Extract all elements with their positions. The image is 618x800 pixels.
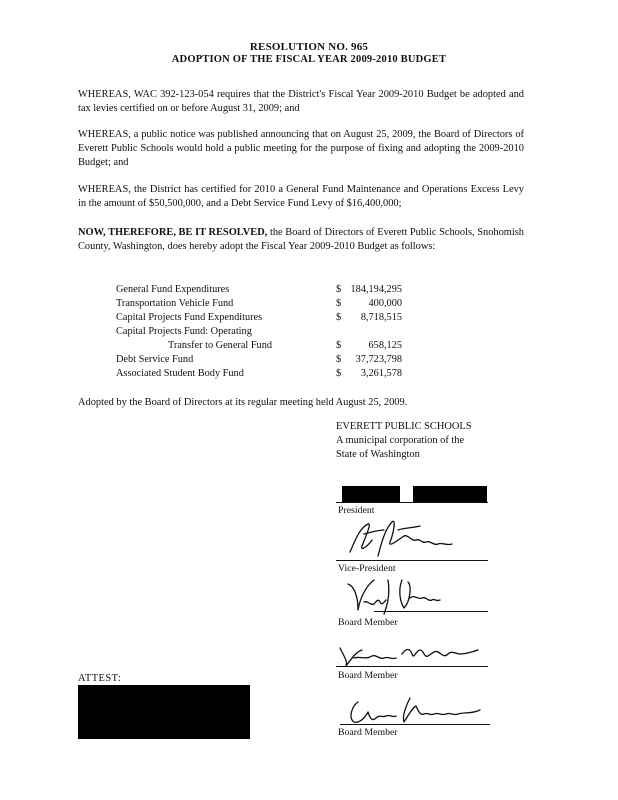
signature-line — [336, 560, 488, 561]
redacted-attest-signature — [78, 685, 250, 739]
president-label: President — [338, 505, 375, 516]
vice-president-signature — [342, 516, 472, 562]
budget-row — [116, 368, 416, 382]
resolved-paragraph — [78, 226, 524, 254]
board-member-label: Board Member — [338, 617, 398, 628]
attest-label: ATTEST: — [78, 673, 122, 684]
signature-line — [336, 502, 488, 503]
budget-value: 400,000 — [368, 298, 402, 309]
budget-dollar-sign: $ — [336, 354, 342, 365]
resolution-title: RESOLUTION NO. 965 — [249, 41, 369, 53]
budget-row — [116, 340, 416, 354]
organization-name: EVERETT PUBLIC SCHOOLS — [336, 421, 472, 432]
budget-dollar-sign: $ — [336, 340, 342, 351]
organization-line-3: State of Washington — [336, 449, 420, 460]
budget-value: 8,718,515 — [360, 312, 402, 323]
resolved-text: the Board of Directors of Everett Public Schools, Snohomish County, Washington, does hereby adopt the Fiscal Year 2009-2010 Budget as follows: — [78, 227, 524, 252]
resolved-lead: NOW, THEREFORE, BE IT RESOLVED, — [78, 227, 268, 238]
budget-label: General Fund Expenditures — [116, 284, 230, 295]
budget-row — [116, 312, 416, 326]
budget-dollar-sign: $ — [336, 312, 342, 323]
whereas-paragraph-3: WHEREAS, the District has certified for 2010 a General Fund Maintenance and Operations Excess Levy in the amount of $50,500,000, and a Debt Service Fund Levy of $16,400,000; — [78, 184, 524, 209]
vice-president-label: Vice-President — [338, 563, 396, 574]
budget-label: Transportation Vehicle Fund — [116, 298, 234, 309]
whereas-paragraph-2: WHEREAS, a public notice was published announcing that on August 25, 2009, the Board of Directors of Everett Public Schools would hold a public meeting for the purpose of fixing and adopting the 2009-2010 Budget; and — [78, 129, 524, 168]
board-member-label: Board Member — [338, 727, 398, 738]
signature-line — [374, 611, 488, 612]
budget-label: Transfer to General Fund — [168, 340, 272, 351]
budget-label: Debt Service Fund — [116, 354, 194, 365]
budget-dollar-sign: $ — [336, 284, 342, 295]
budget-row — [116, 284, 416, 298]
redacted-signature — [413, 486, 487, 502]
resolution-subtitle: ADOPTION OF THE FISCAL YEAR 2009-2010 BUDGET — [171, 54, 447, 65]
budget-value: 3,261,578 — [360, 368, 402, 379]
board-member-signature — [344, 572, 474, 620]
organization-line-2: A municipal corporation of the — [336, 435, 465, 446]
budget-value: 37,723,798 — [355, 354, 402, 365]
budget-label: Capital Projects Fund Expenditures — [116, 312, 263, 323]
budget-value: 184,194,295 — [350, 284, 402, 295]
organization-block — [336, 420, 471, 462]
adopted-statement: Adopted by the Board of Directors at its regular meeting held August 25, 2009. — [78, 397, 408, 408]
budget-dollar-sign: $ — [336, 298, 342, 309]
signature-line — [340, 724, 490, 725]
whereas-paragraph-1: WHEREAS, WAC 392-123-054 requires that the District's Fiscal Year 2009-2010 Budget be adopted and tax levies certified on or before August 31, 2009; and — [78, 89, 524, 114]
budget-label: Capital Projects Fund: Operating — [116, 326, 252, 337]
budget-row — [116, 298, 416, 312]
budget-row — [116, 326, 416, 340]
budget-value: 658,125 — [368, 340, 402, 351]
budget-table — [116, 284, 416, 382]
budget-label: Associated Student Body Fund — [116, 368, 244, 379]
board-member-label: Board Member — [338, 670, 398, 681]
budget-row — [116, 354, 416, 368]
budget-dollar-sign: $ — [336, 368, 342, 379]
board-member-signature — [344, 694, 494, 728]
redacted-signature — [342, 486, 400, 502]
signature-line — [336, 666, 488, 667]
